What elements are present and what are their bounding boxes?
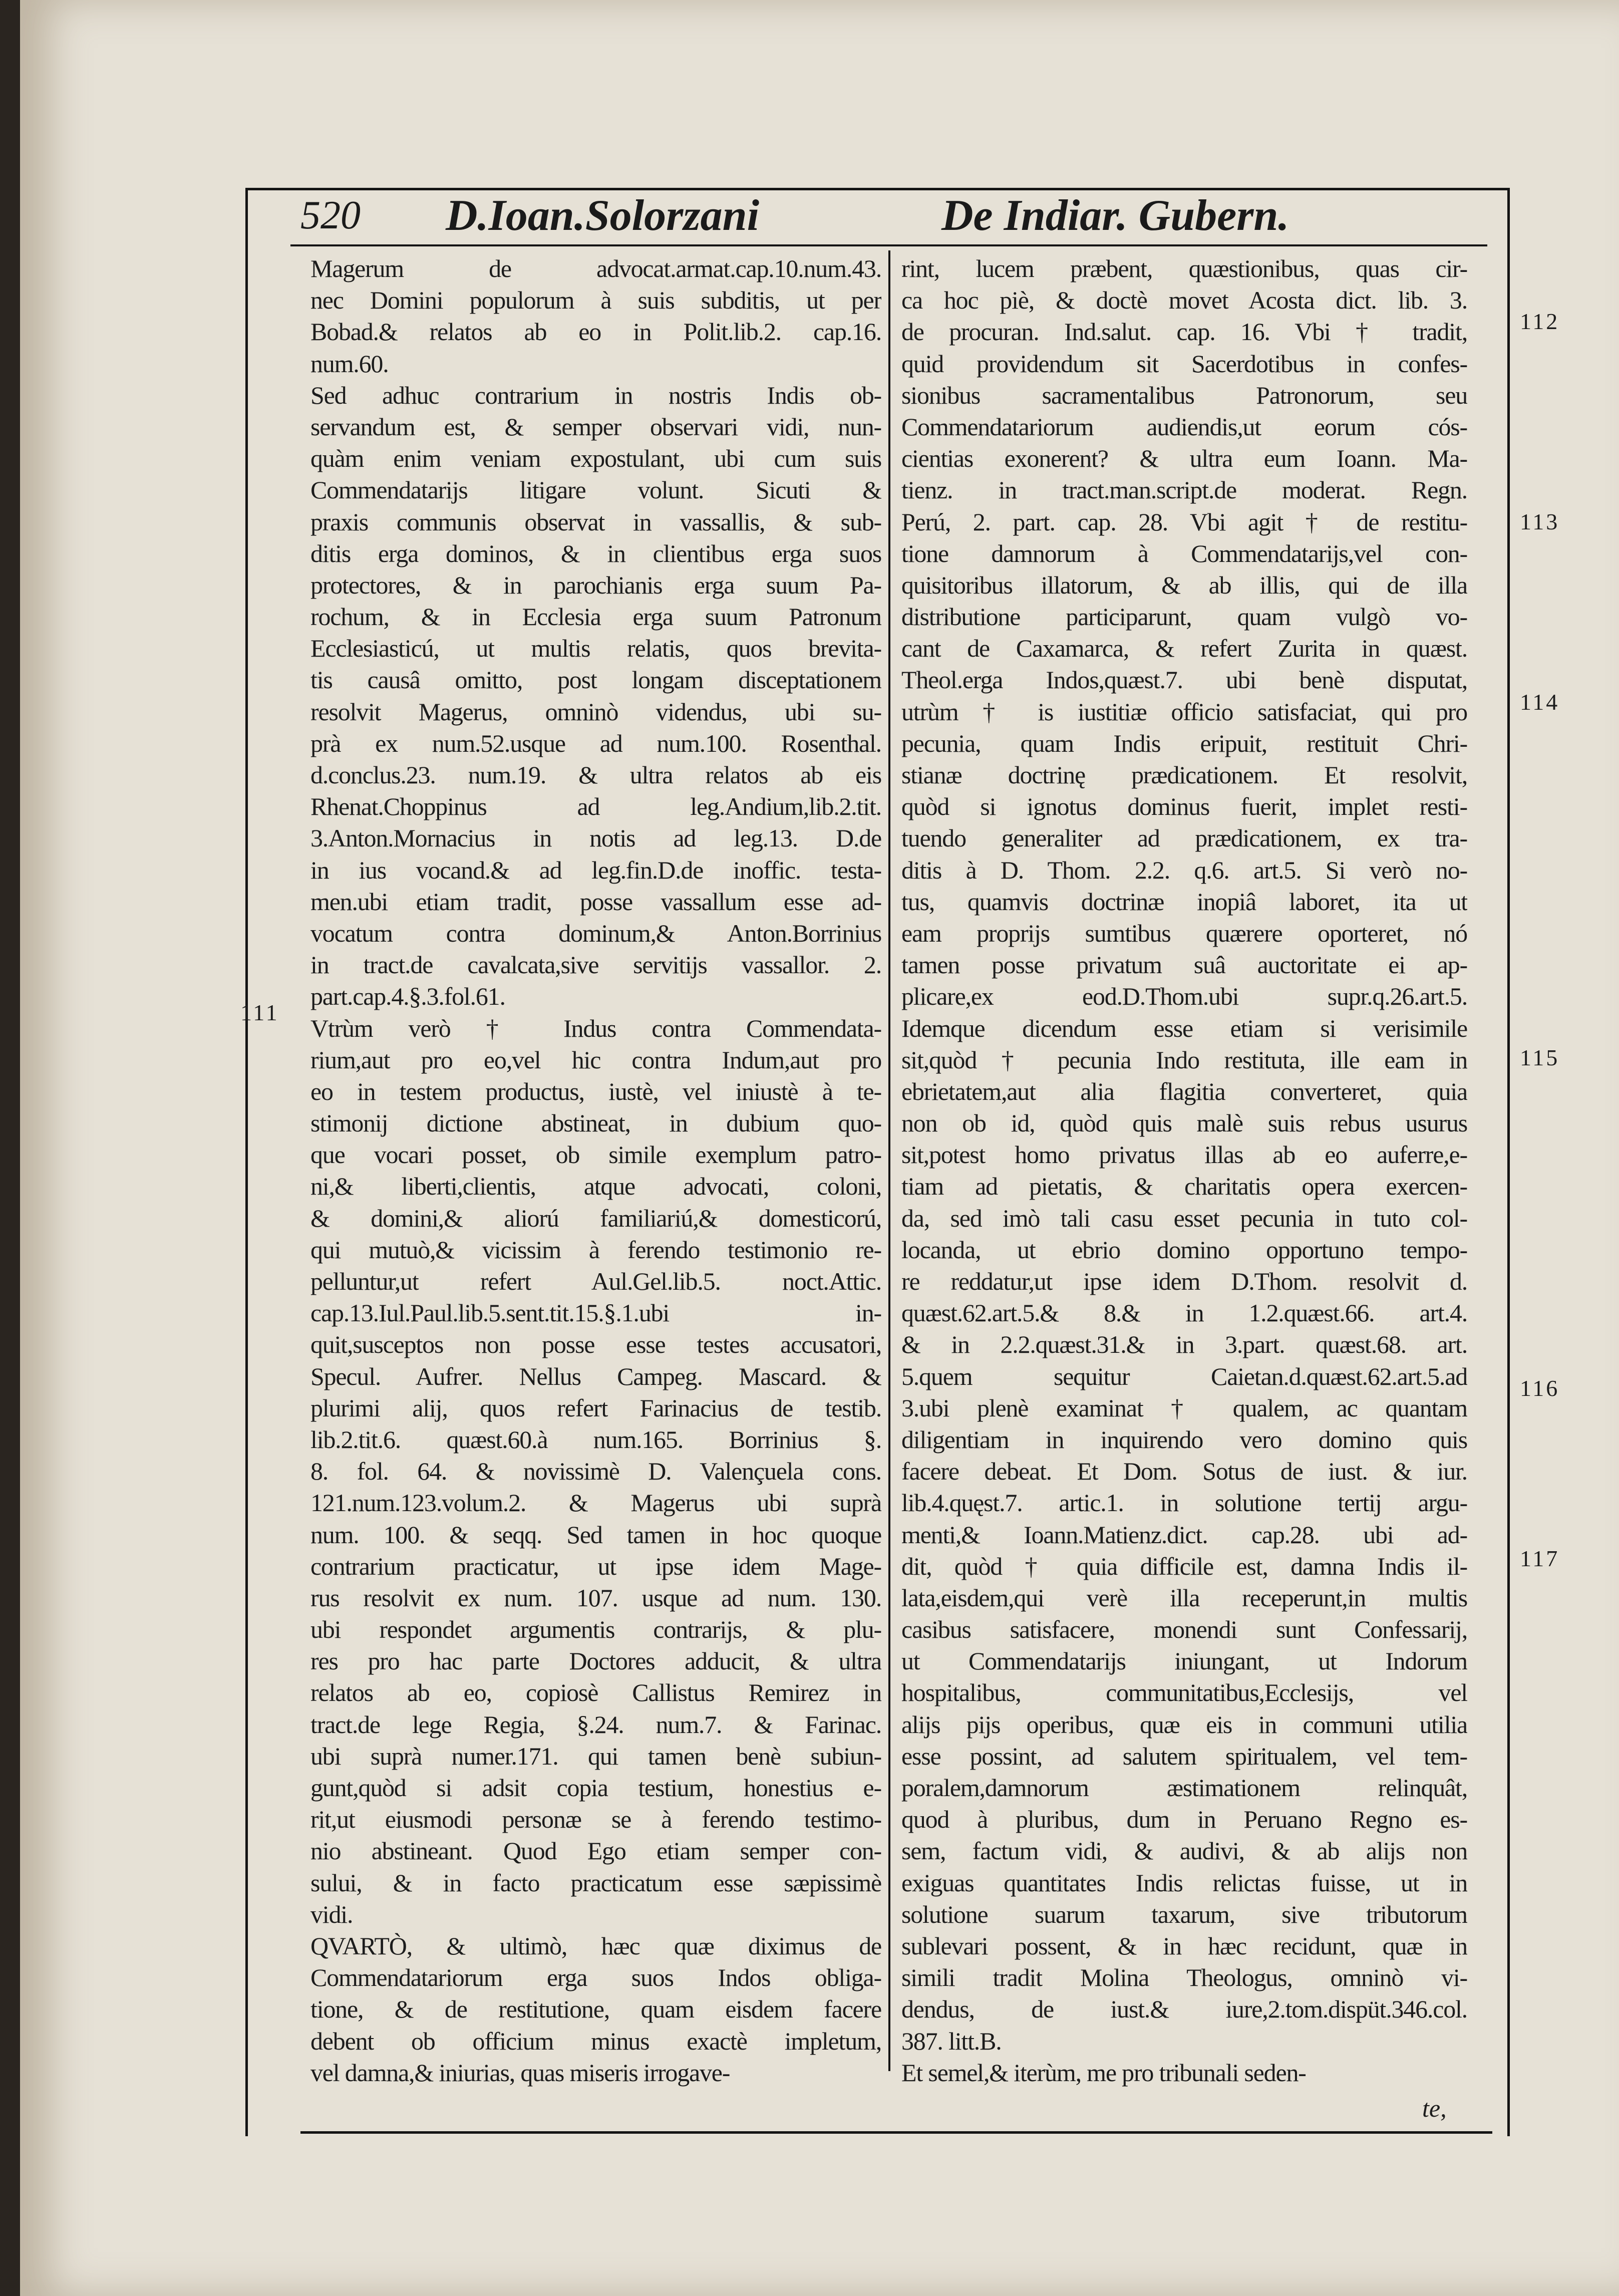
left-column-line: stimonij dictione abstineat, in dubium quo-: [310, 1109, 881, 1137]
right-column-line: Idemque dicendum esse etiam si verisimile: [901, 1014, 1467, 1042]
left-column-line: debent ob officium minus exactè impletum,: [310, 2027, 881, 2055]
left-column-line: Commendatariorum erga suos Indos obliga-: [310, 1963, 881, 1992]
left-column-line: prà ex num.52.usque ad num.100. Rosenthal.: [310, 729, 881, 757]
left-column-line: QVARTÒ, & ultimò, hæc quæ diximus de: [310, 1931, 881, 1960]
left-column-line: ubi suprà numer.171. qui tamen benè subiun-: [310, 1742, 881, 1770]
right-column-line: menti,& Ioann.Matienz.dict. cap.28. ubi ad-: [901, 1520, 1467, 1549]
left-column-line: cap.13.Iul.Paul.lib.5.sent.tit.15.§.1.ubi in-: [310, 1299, 881, 1327]
left-column-line: protectores, & in parochianis erga suum Pa-: [310, 570, 881, 599]
left-column-line: Specul. Aufrer. Nellus Campeg. Mascard. &: [310, 1362, 881, 1390]
right-column-line: tus, quamvis doctrinæ inopiâ laboret, ita ut: [901, 887, 1467, 916]
left-column-line: ditis erga dominos, & in clientibus erga suos: [310, 539, 881, 567]
right-column-line: 3.ubi plenè examinat † qualem, ac quantam: [901, 1393, 1467, 1422]
right-column-line: dendus, de iust.& iure,2.tom.dispüt.346.col.: [901, 1995, 1467, 2024]
header-rule: [290, 244, 1487, 246]
left-column-line: part.cap.4.§.3.fol.61.: [310, 982, 505, 1011]
left-column-line: relatos ab eo, copiosè Callistus Remirez in: [310, 1678, 881, 1707]
right-column-line: esse possint, ad salutem spiritualem, vel tem-: [901, 1742, 1467, 1770]
running-title-left: D.Ioan.Solorzani: [446, 191, 760, 240]
left-column-line: Magerum de advocat.armat.cap.10.num.43.: [310, 254, 881, 282]
left-column-line: num. 100. & seqq. Sed tamen in hoc quoque: [310, 1520, 881, 1549]
left-column-line: rus resolvit ex num. 107. usque ad num. 130.: [310, 1583, 881, 1612]
left-text-column: [310, 253, 881, 2089]
right-column-line: pecunia, quam Indis eripuit, restituit Chri-: [901, 729, 1467, 757]
right-column-line: poralem,damnorum æstimationem relinquât,: [901, 1774, 1467, 1802]
left-column-line: Ecclesiasticú, ut multis relatis, quos brevita-: [310, 634, 881, 663]
right-column-line: quod à pluribus, dum in Peruano Regno es-: [901, 1805, 1467, 1834]
right-column-line: Et semel,& iterùm, me pro tribunali seden-: [901, 2058, 1306, 2087]
bottom-rule: [300, 2131, 1492, 2134]
left-column-line: praxis communis observat in vassallis, & sub-: [310, 507, 881, 536]
left-column-line: eo in testem productus, iustè, vel iniustè à te-: [310, 1077, 881, 1105]
right-column-line: Perú, 2. part. cap. 28. Vbi agit † de restitu-: [901, 507, 1467, 536]
right-column-line: eam proprijs sumtibus quærere oporteret, nó: [901, 919, 1467, 947]
left-column-line: Vtrùm verò † Indus contra Commendata-: [310, 1014, 881, 1042]
right-column-line: sit,quòd † pecunia Indo restituta, ille eam in: [901, 1045, 1467, 1074]
left-column-line: in tract.de cavalcata,sive servitijs vassallor. 2.: [310, 951, 881, 979]
right-column-line: tienz. in tract.man.script.de moderat. Regn.: [901, 476, 1467, 504]
left-column-line: que vocari posset, ob simile exemplum patro-: [310, 1140, 881, 1169]
left-column-line: 3.Anton.Mornacius in notis ad leg.13. D.de: [310, 824, 881, 852]
right-column-line: tamen posse privatum suâ auctoritate ei ap-: [901, 951, 1467, 979]
catchword: te,: [1422, 2094, 1447, 2122]
right-column-line: sionibus sacramentalibus Patronorum, seu: [901, 381, 1467, 409]
left-column-line: servandum est, & semper observari vidi, nun-: [310, 412, 881, 441]
right-column-line: cant de Caxamarca, & refert Zurita in quæst.: [901, 634, 1467, 663]
right-column-line: plicare,ex eod.D.Thom.ubi supr.q.26.art.5.: [901, 982, 1467, 1011]
margin-number-115: 115: [1520, 1045, 1560, 1070]
left-column-line: Rhenat.Choppinus ad leg.Andium,lib.2.tit.: [310, 792, 881, 821]
page-number: 520: [300, 193, 361, 237]
right-column-line: tiam ad pietatis, & charitatis opera exercen-: [901, 1172, 1467, 1201]
right-column-line: rint, lucem præbent, quæstionibus, quas cir-: [901, 254, 1467, 282]
right-column-line: Commendatariorum audiendis,ut eorum cós-: [901, 412, 1467, 441]
right-column-line: lata,eisdem,qui verè illa receperunt,in multis: [901, 1583, 1467, 1612]
margin-number-116: 116: [1520, 1375, 1560, 1401]
right-column-line: locanda, ut ebrio domino opportuno tempo-: [901, 1235, 1467, 1264]
left-column-line: in ius vocand.& ad leg.fin.D.de inoffic. testa-: [310, 855, 881, 884]
right-column-line: casibus satisfacere, monendi sunt Confessarij,: [901, 1615, 1467, 1644]
left-column-line: vel damna,& iniurias, quas miseris irrogave-: [310, 2058, 730, 2087]
margin-number-112: 112: [1520, 309, 1560, 334]
left-column-line: tione, & de restitutione, quam eisdem facere: [310, 1995, 881, 2024]
right-column-line: non ob id, quòd quis malè suis rebus usurus: [901, 1109, 1467, 1137]
right-column-line: alijs pijs operibus, quæ eis in communi utilia: [901, 1710, 1467, 1739]
left-column-line: rochum, & in Ecclesia erga suum Patronum: [310, 603, 881, 631]
left-column-line: num.60.: [310, 349, 389, 378]
right-column-line: cientias exonerent? & ultra eum Ioann. Ma-: [901, 444, 1467, 473]
margin-number-113: 113: [1520, 509, 1560, 534]
right-column-line: 5.quem sequitur Caietan.d.quæst.62.art.5.ad: [901, 1362, 1467, 1390]
right-column-line: quisitoribus illatorum, & ab illis, qui de illa: [901, 570, 1467, 599]
left-column-line: Commendatarijs litigare volunt. Sicuti &: [310, 476, 881, 504]
right-column-line: ebrietatem,aut alia flagitia converteret, quia: [901, 1077, 1467, 1105]
right-column-line: tione damnorum à Commendatarijs,vel con-: [901, 539, 1467, 567]
right-column-line: quid providendum sit Sacerdotibus in confes-: [901, 349, 1467, 378]
left-column-line: pelluntur,ut refert Aul.Gel.lib.5. noct.Attic.: [310, 1267, 881, 1295]
left-column-line: tract.de lege Regia, §.24. num.7. & Farinac.: [310, 1710, 881, 1739]
left-column-line: contrarium practicatur, ut ipse idem Mage-: [310, 1552, 881, 1580]
right-column-line: ca hoc piè, & doctè movet Acosta dict. lib. 3.: [901, 286, 1467, 315]
left-column-line: & domini,& aliorú familiariú,& domesticorú,: [310, 1204, 881, 1232]
right-column-line: & in 2.2.quæst.31.& in 3.part. quæst.68. art.: [901, 1330, 1467, 1359]
right-column-line: quòd si ignotus dominus fuerit, implet resti-: [901, 792, 1467, 821]
left-column-line: plurimi alij, quos refert Farinacius de testib.: [310, 1393, 881, 1422]
right-column-line: Theol.erga Indos,quæst.7. ubi benè disputat,: [901, 666, 1467, 694]
right-column-line: solutione suarum taxarum, sive tributorum: [901, 1900, 1467, 1928]
right-column-line: sit,potest homo privatus illas ab eo auferre,e-: [901, 1140, 1467, 1169]
left-column-line: 121.num.123.volum.2. & Magerus ubi suprà: [310, 1489, 881, 1517]
left-column-line: sului, & in facto practicatum esse sæpissimè: [310, 1868, 881, 1897]
margin-number-114: 114: [1520, 689, 1560, 715]
right-column-line: distributione participarunt, quam vulgò vo-: [901, 603, 1467, 631]
right-column-line: sublevari possent, & in hæc recidunt, quæ in: [901, 1931, 1467, 1960]
left-column-line: ubi respondet argumentis contrarijs, & plu-: [310, 1615, 881, 1644]
left-column-line: 8. fol. 64. & novissimè D. Valençuela cons.: [310, 1457, 881, 1486]
right-column-line: dit, quòd † quia difficile est, damna Indis il-: [901, 1552, 1467, 1580]
right-column-line: 387. litt.B.: [901, 2027, 1002, 2055]
right-column-line: re reddatur,ut ipse idem D.Thom. resolvit d.: [901, 1267, 1467, 1295]
left-column-line: vidi.: [310, 1900, 353, 1928]
right-column-line: da, sed imò tali casu esset pecunia in tuto col-: [901, 1204, 1467, 1232]
right-column-line: quæst.62.art.5.& 8.& in 1.2.quæst.66. art.4.: [901, 1299, 1467, 1327]
margin-number-117: 117: [1520, 1546, 1560, 1571]
left-column-line: quit,susceptos non posse esse testes accusatori,: [310, 1330, 881, 1359]
top-rule: [245, 188, 1510, 190]
left-column-line: resolvit Magerus, omninò videndus, ubi su-: [310, 697, 881, 726]
left-column-line: nio abstineant. Quod Ego etiam semper con-: [310, 1837, 881, 1865]
right-column-line: ut Commendatarijs iniungant, ut Indorum: [901, 1647, 1467, 1675]
left-column-line: lib.2.tit.6. quæst.60.à num.165. Borrinius §.: [310, 1425, 881, 1454]
right-column-line: sem, factum vidi, & audivi, & ab alijs non: [901, 1837, 1467, 1865]
left-column-line: res pro hac parte Doctores adducit, & ultra: [310, 1647, 881, 1675]
left-column-line: rit,ut eiusmodi personæ se à ferendo testimo-: [310, 1805, 881, 1834]
right-column-line: diligentiam in inquirendo vero domino quis: [901, 1425, 1467, 1454]
right-column-line: stianæ doctrinę prædicationem. Et resolvit,: [901, 761, 1467, 789]
left-column-line: rium,aut pro eo,vel hic contra Indum,aut pro: [310, 1045, 881, 1074]
left-column-line: ni,& liberti,clientis, atque advocati, coloni,: [310, 1172, 881, 1201]
column-divider: [888, 250, 890, 2071]
left-column-line: tis causâ omitto, post longam disceptationem: [310, 666, 881, 694]
left-column-line: quàm enim veniam expostulant, ubi cum suis: [310, 444, 881, 473]
right-column-line: simili tradit Molina Theologus, omninò vi-: [901, 1963, 1467, 1992]
left-column-line: vocatum contra dominum,& Anton.Borrinius: [310, 919, 881, 947]
right-column-line: utrùm † is iustitiæ officio satisfaciat, qui pro: [901, 697, 1467, 726]
left-column-line: qui mutuò,& vicissim à ferendo testimonio re-: [310, 1235, 881, 1264]
right-column-line: facere debeat. Et Dom. Sotus de iust. & iur.: [901, 1457, 1467, 1486]
left-column-line: gunt,quòd si adsit copia testium, honestius e-: [310, 1774, 881, 1802]
right-column-line: exiguas quantitates Indis relictas fuisse, ut in: [901, 1868, 1467, 1897]
right-column-line: tuendo generaliter ad prædicationem, ex tra-: [901, 824, 1467, 852]
right-text-column: [901, 253, 1467, 2089]
running-title-right: De Indiar. Gubern.: [941, 191, 1289, 240]
left-column-line: nec Domini populorum à suis subditis, ut per: [310, 286, 881, 315]
left-column-line: men.ubi etiam tradit, posse vassallum esse ad-: [310, 887, 881, 916]
right-column-line: lib.4.quęst.7. artic.1. in solutione tertij argu-: [901, 1489, 1467, 1517]
right-column-line: hospitalibus, communitatibus,Ecclesijs, vel: [901, 1678, 1467, 1707]
right-column-line: ditis à D. Thom. 2.2. q.6. art.5. Si verò no-: [901, 855, 1467, 884]
margin-number-111: 111: [240, 1000, 279, 1025]
book-page: [20, 0, 1619, 2296]
left-column-line: Sed adhuc contrarium in nostris Indis ob-: [310, 381, 881, 409]
right-column-line: de procuran. Ind.salut. cap. 16. Vbi † tradit,: [901, 318, 1467, 346]
left-column-line: d.conclus.23. num.19. & ultra relatos ab eis: [310, 761, 881, 789]
left-column-line: Bobad.& relatos ab eo in Polit.lib.2. cap.16.: [310, 318, 881, 346]
